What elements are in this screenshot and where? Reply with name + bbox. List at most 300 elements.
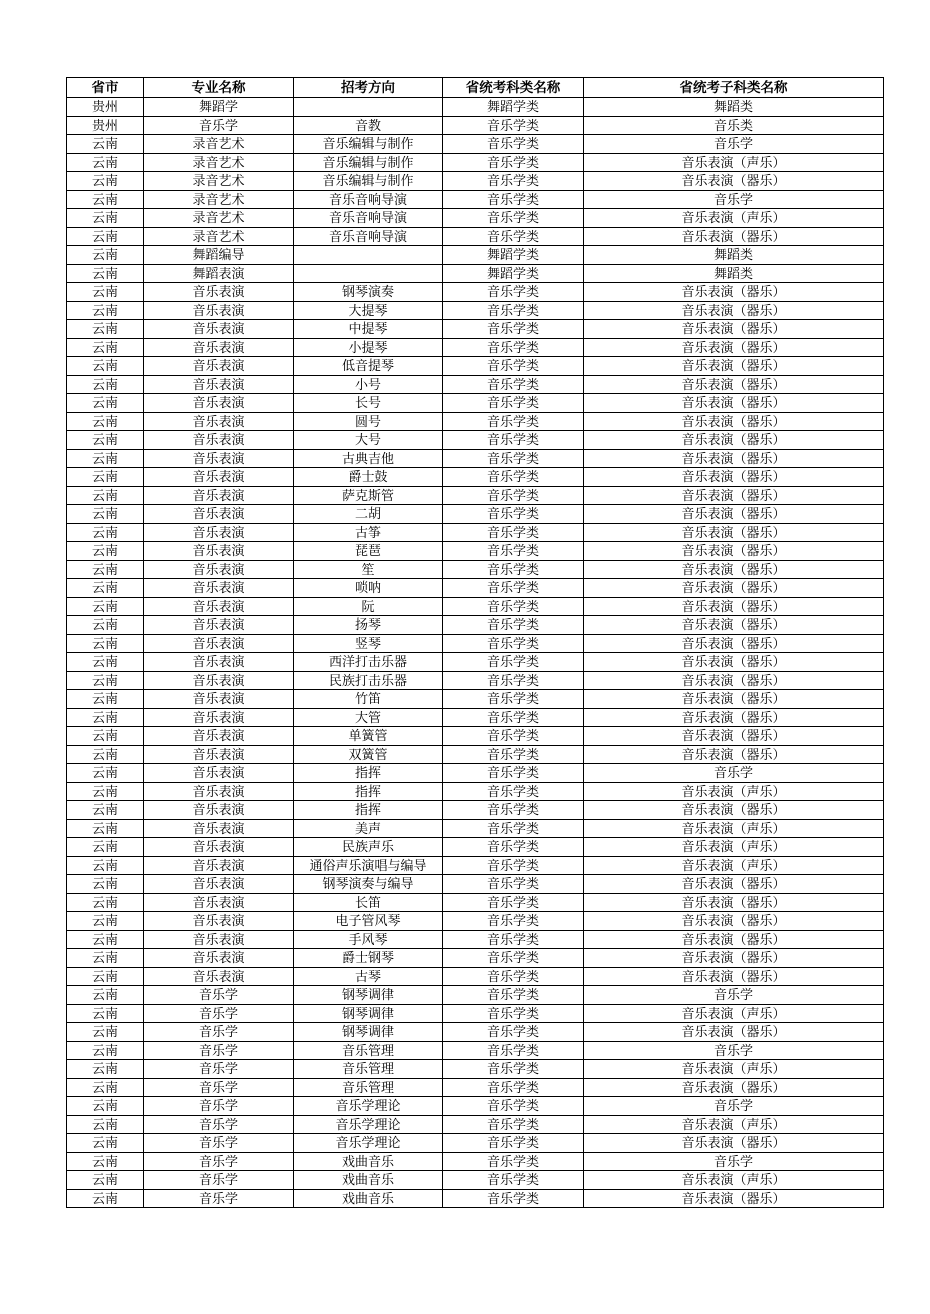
table-row — [67, 357, 884, 376]
table-cell: 美声 — [294, 819, 443, 838]
table-cell: 音乐表演（器乐） — [584, 930, 884, 949]
table-row — [67, 264, 884, 283]
table-cell: 音乐表演（器乐） — [584, 449, 884, 468]
column-header-3: 招考方向 — [294, 78, 443, 98]
table-cell: 音乐表演 — [144, 967, 294, 986]
table-cell: 云南 — [67, 949, 144, 968]
table-cell: 民族声乐 — [294, 838, 443, 857]
table-cell: 音乐学类 — [443, 671, 584, 690]
table-cell: 音乐表演 — [144, 320, 294, 339]
table-cell: 音乐表演 — [144, 653, 294, 672]
table-cell: 云南 — [67, 634, 144, 653]
table-row — [67, 1189, 884, 1208]
table-cell: 音乐学 — [144, 116, 294, 135]
table-cell: 音教 — [294, 116, 443, 135]
table-row — [67, 412, 884, 431]
table-cell: 音乐表演 — [144, 468, 294, 487]
table-cell: 音乐表演（器乐） — [584, 486, 884, 505]
table-cell: 音乐表演 — [144, 449, 294, 468]
table-cell: 音乐表演 — [144, 301, 294, 320]
table-cell: 音乐学类 — [443, 116, 584, 135]
table-cell: 云南 — [67, 1097, 144, 1116]
table-cell: 音乐学 — [144, 1041, 294, 1060]
table-cell: 音乐表演（器乐） — [584, 227, 884, 246]
table-row — [67, 394, 884, 413]
table-cell: 云南 — [67, 375, 144, 394]
table-cell: 音乐表演（器乐） — [584, 301, 884, 320]
table-cell: 爵士钢琴 — [294, 949, 443, 968]
table-cell: 音乐学类 — [443, 1041, 584, 1060]
table-cell: 音乐音响导演 — [294, 227, 443, 246]
table-cell: 圆号 — [294, 412, 443, 431]
table-cell: 音乐表演 — [144, 523, 294, 542]
column-header-1: 省市 — [67, 78, 144, 98]
table-cell: 音乐表演（器乐） — [584, 727, 884, 746]
table-cell: 音乐表演 — [144, 338, 294, 357]
table-cell: 钢琴调律 — [294, 1023, 443, 1042]
table-cell: 录音艺术 — [144, 190, 294, 209]
table-cell: 云南 — [67, 542, 144, 561]
table-row — [67, 1152, 884, 1171]
table-cell: 音乐表演（器乐） — [584, 634, 884, 653]
table-row — [67, 690, 884, 709]
table-row — [67, 949, 884, 968]
table-cell: 音乐表演（声乐） — [584, 209, 884, 228]
table-row — [67, 505, 884, 524]
table-row — [67, 227, 884, 246]
table-cell: 云南 — [67, 1078, 144, 1097]
table-cell: 竹笛 — [294, 690, 443, 709]
table-cell: 音乐表演（器乐） — [584, 375, 884, 394]
table-cell: 音乐学类 — [443, 301, 584, 320]
table-cell: 音乐学类 — [443, 838, 584, 857]
table-cell: 大号 — [294, 431, 443, 450]
table-cell: 音乐表演 — [144, 357, 294, 376]
table-cell: 大提琴 — [294, 301, 443, 320]
table-row — [67, 1041, 884, 1060]
table-cell: 西洋打击乐器 — [294, 653, 443, 672]
table-cell: 音乐学 — [144, 1115, 294, 1134]
table-row — [67, 930, 884, 949]
table-cell: 音乐表演 — [144, 782, 294, 801]
table-cell: 音乐编辑与制作 — [294, 153, 443, 172]
table-cell: 舞蹈编导 — [144, 246, 294, 265]
table-cell: 音乐表演（声乐） — [584, 819, 884, 838]
table-cell: 云南 — [67, 819, 144, 838]
table-cell: 舞蹈类 — [584, 264, 884, 283]
table-cell: 音乐编辑与制作 — [294, 135, 443, 154]
table-cell: 音乐学类 — [443, 579, 584, 598]
table-cell: 音乐学 — [144, 1097, 294, 1116]
table-cell: 音乐表演 — [144, 431, 294, 450]
table-cell: 云南 — [67, 560, 144, 579]
table-cell: 音乐学 — [584, 764, 884, 783]
table-cell: 戏曲音乐 — [294, 1171, 443, 1190]
table-cell: 音乐学类 — [443, 986, 584, 1005]
table-row — [67, 819, 884, 838]
table-cell: 音乐学类 — [443, 1097, 584, 1116]
table-cell: 音乐学类 — [443, 893, 584, 912]
table-cell: 音乐表演（器乐） — [584, 875, 884, 894]
table-row — [67, 1171, 884, 1190]
table-cell: 音乐表演 — [144, 616, 294, 635]
table-cell: 音乐学 — [144, 1004, 294, 1023]
table-cell: 云南 — [67, 597, 144, 616]
table-row — [67, 671, 884, 690]
table-cell: 音乐学 — [144, 1134, 294, 1153]
table-cell: 音乐表演 — [144, 394, 294, 413]
table-cell: 云南 — [67, 690, 144, 709]
table-cell — [294, 98, 443, 117]
table-cell: 音乐学 — [584, 1152, 884, 1171]
table-row — [67, 449, 884, 468]
table-row — [67, 338, 884, 357]
table-cell: 戏曲音乐 — [294, 1189, 443, 1208]
table-cell: 指挥 — [294, 801, 443, 820]
table-cell: 云南 — [67, 967, 144, 986]
table-cell: 音乐表演 — [144, 949, 294, 968]
table-cell: 爵士鼓 — [294, 468, 443, 487]
table-cell: 双簧管 — [294, 745, 443, 764]
table-row — [67, 1004, 884, 1023]
table-cell: 贵州 — [67, 98, 144, 117]
table-row — [67, 634, 884, 653]
table-row — [67, 653, 884, 672]
table-row — [67, 431, 884, 450]
table-cell: 钢琴演奏与编导 — [294, 875, 443, 894]
table-cell: 音乐表演（声乐） — [584, 856, 884, 875]
table-cell: 音乐学类 — [443, 708, 584, 727]
table-cell: 音乐学 — [144, 1060, 294, 1079]
table-row — [67, 246, 884, 265]
table-cell: 音乐表演（器乐） — [584, 912, 884, 931]
table-cell — [294, 246, 443, 265]
table-cell: 小号 — [294, 375, 443, 394]
table-cell: 音乐表演 — [144, 375, 294, 394]
table-cell: 音乐表演（器乐） — [584, 801, 884, 820]
table-cell: 音乐学类 — [443, 856, 584, 875]
table-cell: 云南 — [67, 1189, 144, 1208]
column-header-4: 省统考科类名称 — [443, 78, 584, 98]
table-cell: 音乐表演 — [144, 801, 294, 820]
table-cell: 音乐表演 — [144, 542, 294, 561]
table-cell: 音乐编辑与制作 — [294, 172, 443, 191]
table-row — [67, 801, 884, 820]
table-row — [67, 1023, 884, 1042]
table-cell: 音乐学类 — [443, 320, 584, 339]
table-cell: 云南 — [67, 912, 144, 931]
table-cell: 音乐学类 — [443, 745, 584, 764]
table-cell: 音乐学类 — [443, 1004, 584, 1023]
table-cell: 大管 — [294, 708, 443, 727]
table-cell: 云南 — [67, 875, 144, 894]
table-row — [67, 1115, 884, 1134]
table-cell: 音乐学 — [144, 1171, 294, 1190]
table-cell: 音乐学类 — [443, 875, 584, 894]
table-cell: 音乐表演（器乐） — [584, 505, 884, 524]
table-cell: 音乐学类 — [443, 801, 584, 820]
table-cell: 音乐表演（声乐） — [584, 1115, 884, 1134]
table-row — [67, 1060, 884, 1079]
table-cell: 古琴 — [294, 967, 443, 986]
table-row — [67, 616, 884, 635]
table-cell: 音乐表演（器乐） — [584, 1078, 884, 1097]
table-row — [67, 375, 884, 394]
table-row — [67, 172, 884, 191]
table-cell: 长号 — [294, 394, 443, 413]
table-cell: 音乐表演（器乐） — [584, 671, 884, 690]
table-row — [67, 912, 884, 931]
table-row — [67, 320, 884, 339]
table-cell: 音乐学类 — [443, 375, 584, 394]
table-row — [67, 468, 884, 487]
table-cell: 音乐学类 — [443, 431, 584, 450]
table-cell: 音乐学类 — [443, 449, 584, 468]
table-cell: 音乐表演 — [144, 745, 294, 764]
table-cell: 音乐表演 — [144, 412, 294, 431]
table-row — [67, 597, 884, 616]
table-cell: 音乐表演（器乐） — [584, 560, 884, 579]
table-row — [67, 301, 884, 320]
table-cell: 音乐学类 — [443, 819, 584, 838]
table-cell: 录音艺术 — [144, 227, 294, 246]
table-cell: 竖琴 — [294, 634, 443, 653]
table-cell: 音乐表演 — [144, 597, 294, 616]
table-cell: 音乐管理 — [294, 1078, 443, 1097]
table-cell: 音乐学 — [584, 190, 884, 209]
table-row — [67, 1134, 884, 1153]
table-cell: 音乐学类 — [443, 616, 584, 635]
table-cell: 长笛 — [294, 893, 443, 912]
table-cell: 云南 — [67, 505, 144, 524]
table-cell: 戏曲音乐 — [294, 1152, 443, 1171]
table-cell: 舞蹈类 — [584, 246, 884, 265]
table-cell: 云南 — [67, 1134, 144, 1153]
table-row — [67, 135, 884, 154]
table-row — [67, 116, 884, 135]
table-cell: 音乐管理 — [294, 1060, 443, 1079]
table-cell: 音乐表演（器乐） — [584, 1023, 884, 1042]
table-cell: 音乐表演 — [144, 727, 294, 746]
table-row — [67, 209, 884, 228]
table-cell: 云南 — [67, 153, 144, 172]
table-cell: 音乐学类 — [443, 542, 584, 561]
table-cell: 音乐表演（器乐） — [584, 357, 884, 376]
table-cell: 音乐学类 — [443, 338, 584, 357]
table-cell: 音乐表演（器乐） — [584, 320, 884, 339]
table-cell: 音乐表演（器乐） — [584, 172, 884, 191]
table-cell: 云南 — [67, 394, 144, 413]
table-row — [67, 986, 884, 1005]
table-cell: 音乐表演（器乐） — [584, 949, 884, 968]
table-cell: 舞蹈类 — [584, 98, 884, 117]
table-cell: 音乐表演 — [144, 634, 294, 653]
table-cell: 云南 — [67, 227, 144, 246]
table-cell: 手风琴 — [294, 930, 443, 949]
table-cell: 音乐学类 — [443, 357, 584, 376]
table-cell: 音乐表演（器乐） — [584, 653, 884, 672]
table-cell: 音乐表演（器乐） — [584, 616, 884, 635]
table-row — [67, 98, 884, 117]
table-cell: 云南 — [67, 893, 144, 912]
table-cell: 音乐表演 — [144, 912, 294, 931]
table-cell: 钢琴调律 — [294, 1004, 443, 1023]
table-cell: 音乐学类 — [443, 394, 584, 413]
table-cell: 音乐表演（器乐） — [584, 597, 884, 616]
table-cell: 音乐表演 — [144, 283, 294, 302]
table-cell: 音乐学 — [144, 1152, 294, 1171]
table-cell: 音乐学类 — [443, 930, 584, 949]
table-cell: 音乐学 — [144, 1189, 294, 1208]
table-cell: 云南 — [67, 616, 144, 635]
table-cell: 云南 — [67, 782, 144, 801]
column-header-5: 省统考子科类名称 — [584, 78, 884, 98]
table-row — [67, 560, 884, 579]
table-cell: 音乐表演（器乐） — [584, 967, 884, 986]
table-row — [67, 1097, 884, 1116]
table-cell: 音乐学类 — [443, 468, 584, 487]
table-body — [67, 98, 884, 1208]
table-cell: 音乐表演 — [144, 690, 294, 709]
table-cell: 云南 — [67, 653, 144, 672]
table-cell: 通俗声乐演唱与编导 — [294, 856, 443, 875]
table-row — [67, 283, 884, 302]
table-row — [67, 782, 884, 801]
table-row — [67, 967, 884, 986]
table-cell: 钢琴调律 — [294, 986, 443, 1005]
table-cell: 云南 — [67, 431, 144, 450]
table-cell: 云南 — [67, 283, 144, 302]
table-cell: 音乐学类 — [443, 912, 584, 931]
table-cell: 云南 — [67, 671, 144, 690]
table-cell: 云南 — [67, 1060, 144, 1079]
table-cell: 音乐学类 — [443, 172, 584, 191]
table-cell: 二胡 — [294, 505, 443, 524]
table-cell: 音乐表演（器乐） — [584, 283, 884, 302]
table-cell: 舞蹈学类 — [443, 264, 584, 283]
table-cell: 云南 — [67, 801, 144, 820]
table-cell: 云南 — [67, 727, 144, 746]
table-row — [67, 523, 884, 542]
table-cell: 音乐表演（器乐） — [584, 745, 884, 764]
table-cell: 音乐学类 — [443, 1078, 584, 1097]
table-cell: 琵琶 — [294, 542, 443, 561]
column-header-2: 专业名称 — [144, 78, 294, 98]
table-cell: 舞蹈学 — [144, 98, 294, 117]
table-row — [67, 727, 884, 746]
table-cell: 音乐学 — [144, 986, 294, 1005]
table-cell: 云南 — [67, 986, 144, 1005]
table-cell: 音乐表演（声乐） — [584, 153, 884, 172]
table-cell: 音乐学类 — [443, 209, 584, 228]
table-cell: 音乐表演（器乐） — [584, 579, 884, 598]
table-cell: 云南 — [67, 708, 144, 727]
table-cell: 音乐表演 — [144, 856, 294, 875]
table-cell: 音乐学理论 — [294, 1097, 443, 1116]
table-cell: 音乐学类 — [443, 486, 584, 505]
table-cell: 云南 — [67, 930, 144, 949]
table-cell: 录音艺术 — [144, 135, 294, 154]
table-cell: 音乐学类 — [443, 1115, 584, 1134]
header-row — [67, 78, 884, 98]
table-row — [67, 190, 884, 209]
table-cell: 音乐学 — [584, 1041, 884, 1060]
table-cell: 音乐学理论 — [294, 1115, 443, 1134]
table-cell: 云南 — [67, 1041, 144, 1060]
table-row — [67, 579, 884, 598]
table-row — [67, 838, 884, 857]
table-cell: 音乐学类 — [443, 190, 584, 209]
table-cell: 音乐学类 — [443, 1152, 584, 1171]
table-cell: 云南 — [67, 449, 144, 468]
table-cell: 云南 — [67, 209, 144, 228]
table-cell: 音乐学类 — [443, 135, 584, 154]
table-cell: 阮 — [294, 597, 443, 616]
table-cell: 云南 — [67, 338, 144, 357]
table-cell: 音乐学类 — [443, 1134, 584, 1153]
table-cell: 音乐学类 — [443, 1171, 584, 1190]
table-cell: 云南 — [67, 764, 144, 783]
table-row — [67, 745, 884, 764]
table-cell: 笙 — [294, 560, 443, 579]
table-cell: 音乐表演 — [144, 893, 294, 912]
table-cell: 音乐学理论 — [294, 1134, 443, 1153]
table-cell: 音乐表演 — [144, 819, 294, 838]
table-cell: 音乐学 — [144, 1023, 294, 1042]
table-cell: 音乐类 — [584, 116, 884, 135]
table-cell: 云南 — [67, 745, 144, 764]
table-cell: 音乐表演（器乐） — [584, 412, 884, 431]
table-cell: 音乐表演 — [144, 579, 294, 598]
table-cell: 音乐表演（声乐） — [584, 1171, 884, 1190]
table-cell: 音乐表演（声乐） — [584, 838, 884, 857]
table-cell: 指挥 — [294, 782, 443, 801]
table-cell: 音乐学 — [144, 1078, 294, 1097]
table-row — [67, 486, 884, 505]
table-cell: 钢琴演奏 — [294, 283, 443, 302]
table-cell: 音乐学类 — [443, 283, 584, 302]
table-cell: 低音提琴 — [294, 357, 443, 376]
table-cell: 唢呐 — [294, 579, 443, 598]
table-cell: 音乐管理 — [294, 1041, 443, 1060]
table-cell: 音乐表演 — [144, 671, 294, 690]
table-cell: 音乐学类 — [443, 1023, 584, 1042]
table-cell: 音乐表演 — [144, 875, 294, 894]
table-cell: 音乐表演（器乐） — [584, 431, 884, 450]
table-cell: 音乐学类 — [443, 1060, 584, 1079]
table-cell: 舞蹈学类 — [443, 98, 584, 117]
table-cell: 音乐表演（器乐） — [584, 468, 884, 487]
table-cell: 云南 — [67, 856, 144, 875]
table-row — [67, 875, 884, 894]
table-cell: 云南 — [67, 172, 144, 191]
table-cell: 音乐学类 — [443, 227, 584, 246]
table-cell: 云南 — [67, 357, 144, 376]
table-cell: 民族打击乐器 — [294, 671, 443, 690]
table-cell: 音乐学类 — [443, 967, 584, 986]
table-cell: 单簧管 — [294, 727, 443, 746]
table-cell: 录音艺术 — [144, 209, 294, 228]
table-cell: 音乐学类 — [443, 597, 584, 616]
table-cell: 音乐学 — [584, 135, 884, 154]
table-cell: 音乐表演（器乐） — [584, 690, 884, 709]
table-cell: 小提琴 — [294, 338, 443, 357]
table-cell: 云南 — [67, 301, 144, 320]
table-cell: 音乐表演（器乐） — [584, 708, 884, 727]
admission-category-table — [66, 77, 884, 1208]
table-cell: 音乐学类 — [443, 782, 584, 801]
table-cell: 音乐学类 — [443, 412, 584, 431]
